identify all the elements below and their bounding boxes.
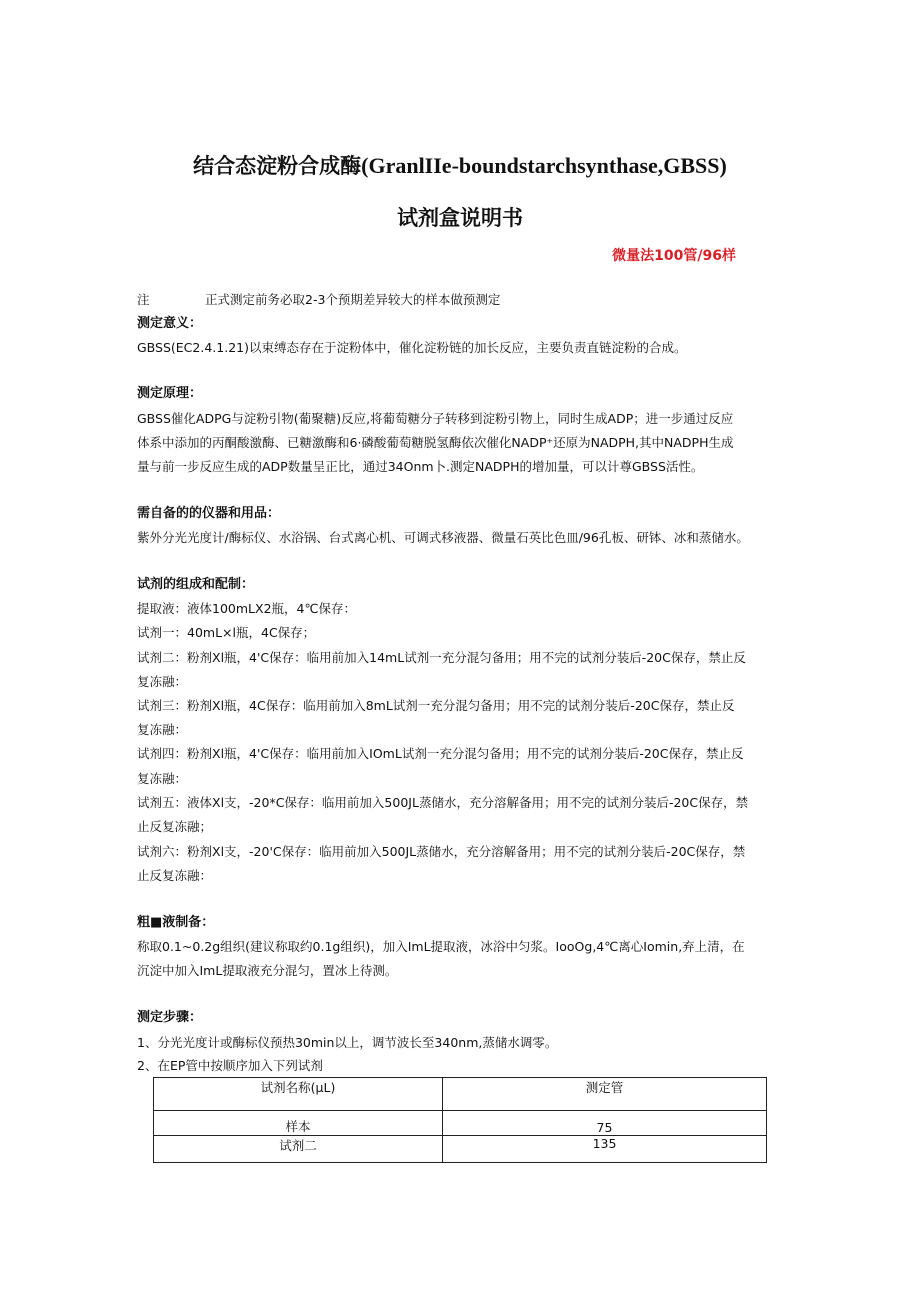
- reagent-line: 试剂六：粉剂Xl支，-20'C保存：临用前加入500JL蒸储水，充分溶解备用；用不完的试剂分装后-20C保存，禁: [137, 844, 746, 859]
- reagent-line: 试剂四：粉剂Xl瓶，4'C保存：临用前加入IOmL试剂一充分混匀备用；用不完的试剂分装后-20C保存，禁止反: [137, 746, 744, 761]
- principle-line: 体系中添加的丙酮酸激酶、已糖激酶和6·磷酸葡萄糖脱氢酶依次催化NADP⁺还原为NADPH,其中NADPH生成: [137, 435, 734, 450]
- table-cell: 75: [443, 1111, 767, 1136]
- reagent-line: 复冻融：: [137, 771, 188, 786]
- reagent-line: 复冻融：: [137, 674, 188, 689]
- step-line: 2、在EP管中按顺序加入下列试剂: [137, 1058, 323, 1073]
- section-heading-reagents: 试剂的组成和配制：: [137, 577, 255, 592]
- table-cell: 135: [443, 1136, 767, 1163]
- crude-line: 称取0.1~0.2g组织(建议称取约0.1g组织)，加入ImL提取液，冰浴中匀浆。IooOg,4℃离心Iomin,弃上清，在: [137, 939, 745, 954]
- title-cn: 结合态淀粉合成酶: [193, 154, 362, 178]
- meaning-line: GBSS(EC2.4.1.21)以束缚态存在于淀粉体中，催化淀粉链的加长反应，主要负责直链淀粉的合成。: [137, 340, 687, 355]
- table-cell: 试剂二: [154, 1136, 443, 1163]
- table-row: [154, 1111, 767, 1136]
- reagent-line: 提取液：液体100mLX2瓶，4℃保存：: [137, 601, 357, 616]
- reagent-line: 复冻融：: [137, 722, 188, 737]
- reagent-line: 试剂二：粉剂Xl瓶，4'C保存：临用前加入14mL试剂一充分混匀备用；用不完的试剂分装后-20C保存，禁止反: [137, 650, 746, 665]
- reagent-line: 试剂一：40mL×l瓶，4C保存；: [137, 625, 316, 640]
- section-heading-crude: 粗■液制备：: [137, 915, 215, 930]
- reagent-table: [153, 1077, 767, 1163]
- principle-line: GBSS催化ADPG与淀粉引物(葡聚糖)反应,将葡萄糖分子转移到淀粉引物上，同时生成ADP；进一步通过反应: [137, 411, 734, 426]
- section-heading-steps: 测定步骤：: [137, 1010, 203, 1025]
- note-text: 正式测定前务必取2-3个预期差异较大的样本做预测定: [205, 292, 501, 307]
- reagent-line: 止反复冻融：: [137, 868, 213, 883]
- document-subtitle: 试剂盒说明书: [397, 206, 523, 230]
- instruments-line: 紫外分光光度计/酶标仪、水浴锅、台式离心机、可调式移液器、微量石英比色皿/96孔板、研钵、冰和蒸储水。: [137, 530, 749, 545]
- principle-line: 量与前一步反应生成的ADP数量呈正比，通过34Onm卜.测定NADPH的增加量，可以计尊GBSS活性。: [137, 459, 704, 474]
- reagent-line: 试剂五：液体Xl支，-20*C保存：临用前加入500JL蒸储水，充分溶解备用；用不完的试剂分装后-20C保存，禁: [137, 795, 749, 810]
- table-row: [154, 1136, 767, 1163]
- table-header-cell: 测定管: [443, 1078, 767, 1111]
- title-en: (GranlIIe-boundstarchsynthase,GBSS): [361, 153, 727, 178]
- table-cell: 样本: [154, 1111, 443, 1136]
- spec-label: 微量法100管/96样: [612, 248, 736, 264]
- step-line: 1、分光光度计或酶标仪预热30min以上，调节波长至340nm,蒸储水调零。: [137, 1035, 558, 1050]
- table-header-cell: 试剂名称(μL): [154, 1078, 443, 1111]
- reagent-line: 试剂三：粉剂Xl瓶，4C保存：临用前加入8mL试剂一充分混匀备用；用不完的试剂分装后-20C保存，禁止反: [137, 698, 735, 713]
- table-header-row: [154, 1078, 767, 1111]
- section-heading-meaning: 测定意义：: [137, 316, 203, 331]
- section-heading-instruments: 需自备的的仪器和用品：: [137, 506, 281, 521]
- crude-line: 沉淀中加入ImL提取液充分混匀，置冰上待测。: [137, 963, 398, 978]
- section-heading-principle: 测定原理：: [137, 386, 203, 401]
- note-label: 注: [137, 292, 150, 307]
- reagent-line: 止反复冻融；: [137, 819, 213, 834]
- document-title: [0, 150, 920, 180]
